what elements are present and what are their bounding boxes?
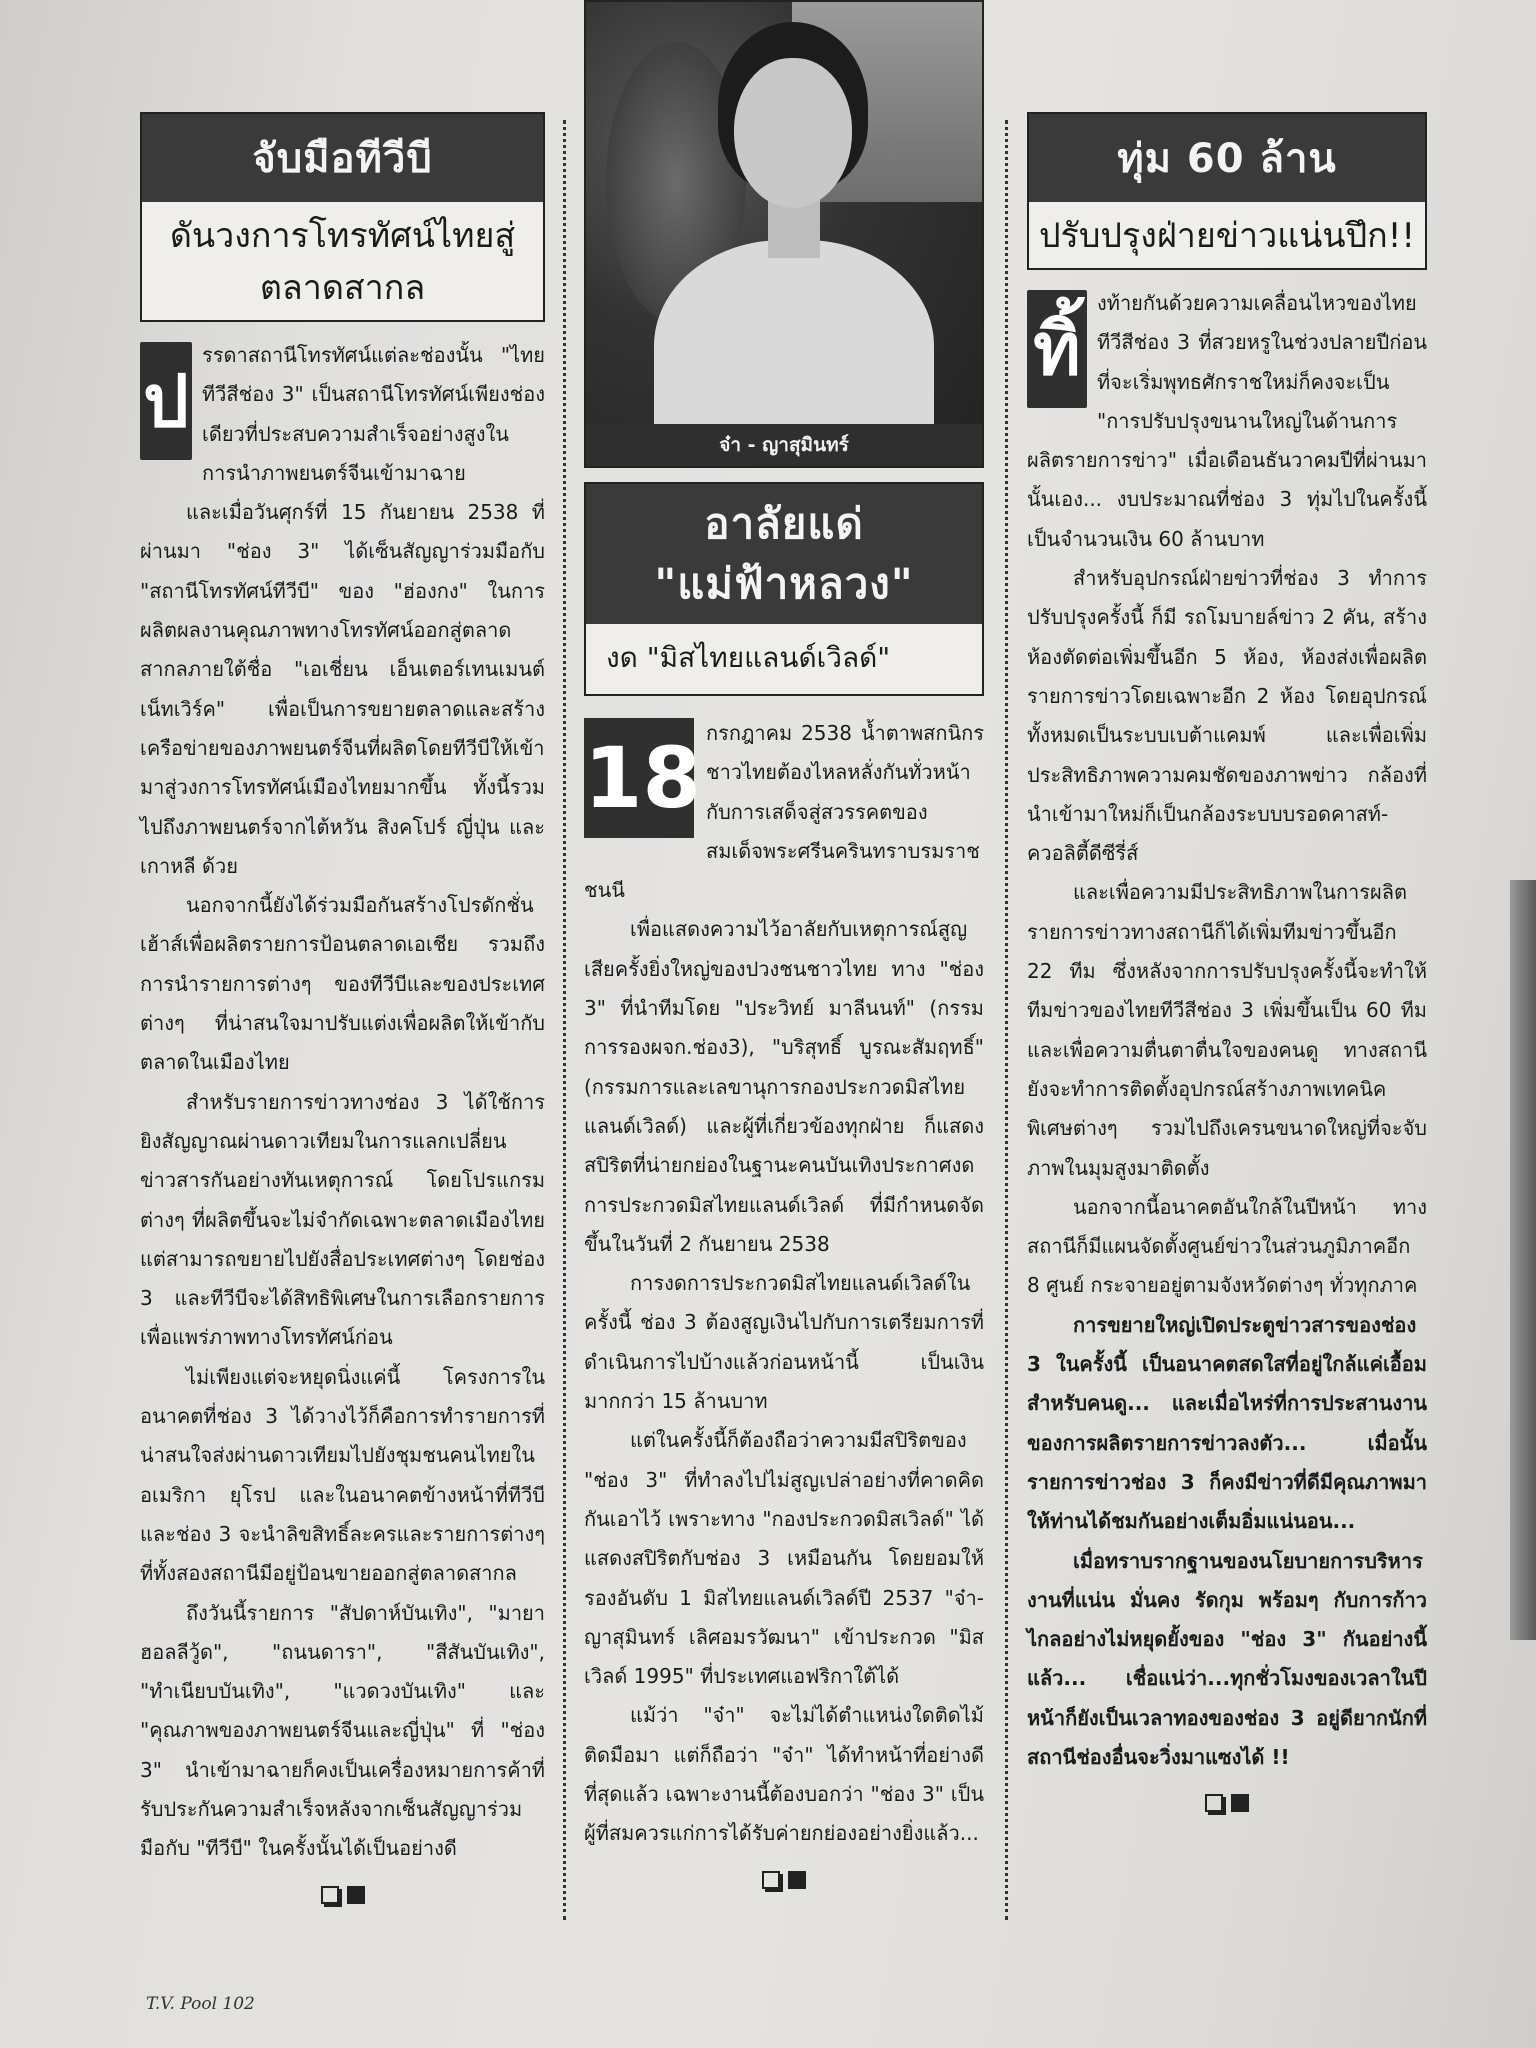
end-mark-icon bbox=[140, 1885, 545, 1910]
article-title: ทุ่ม 60 ล้าน bbox=[1029, 114, 1425, 202]
article-header bbox=[584, 482, 984, 696]
paragraph: แม้ว่า "จ๋า" จะไม่ได้ตำแหน่งใดติดไม้ติดมือมา แต่ก็ถือว่า "จ๋า" ได้ทำหน้าที่อย่างดีที่สุดแล้ว เฉพาะงานนี้ต้องบอกว่า "ช่อง 3" เป็นผู้ที่สมควรแก่การได้รับค่ายกย่องอย่างยิ่งแล้ว... bbox=[584, 1703, 984, 1846]
paragraph: และเพื่อความมีประสิทธิภาพในการผลิตรายการข่าวทางสถานีก็ได้เพิ่มทีมข่าวขึ้นอีก 22 ทีม ซึ่งหลังจากการปรับปรุงครั้งนี้จะทำให้ทีมข่าวของไทยทีวีสีช่อง 3 เพิ่มขึ้นเป็น 60 ทีม และเพื่อความตื่นตาตื่นใจของคนดู ทางสถานียังจะทำการติดตั้งอุปกรณ์สร้างภาพเทคนิคพิเศษต่างๆ รวมไปถึงเครนขนาดใหญ่ที่จะจับภาพในมุมสูงมาติดตั้ง bbox=[1027, 880, 1427, 1180]
drop-cap: ทิ้ bbox=[1027, 290, 1087, 408]
paragraph: และเมื่อวันศุกร์ที่ 15 กันยายน 2538 ที่ผ่านมา "ช่อง 3" ได้เซ็นสัญญาร่วมมือกับ "สถานีโทรทัศน์ทีวีบี" ของ "ฮ่องกง" ในการผลิตผลงานคุณภาพทางโทรทัศน์ออกสู่ตลาดสากลภายใต้ชื่อ "เอเชี่ยน เอ็นเตอร์เทนเมนต์ เน็ทเวิร์ค" เพื่อเป็นการขยายตลาดและสร้างเครือข่ายของภาพยนตร์จีนที่ผลิตโดยทีวีบีให้เข้ามาสู่วงการโทรทัศน์เมืองไทยมากขึ้น ทั้งนี้รวมไปถึงภาพยนตร์จากไต้หวัน สิงคโปร์ ญี่ปุ่น และ เกาหลี ด้วย bbox=[140, 500, 545, 878]
article-tvb bbox=[140, 112, 545, 1910]
article-body bbox=[140, 336, 545, 1869]
paragraph: ถึงวันนี้รายการ "สัปดาห์บันเทิง", "มายาฮอลลีวู้ด", "ถนนดารา", "สีสันบันเทิง", "ทำเนียบบันเทิง", "แวดวงบันเทิง" และ "คุณภาพของภาพยนตร์จีนและญี่ปุ่น" ที่ "ช่อง 3" นำเข้ามาฉายก็คงเป็นเครื่องหมายการค้าที่รับประกันความสำเร็จหลังจากเซ็นสัญญาร่วมมือกับ "ทีวีบี" ในครั้งนั้นได้เป็นอย่างดี bbox=[140, 1600, 545, 1861]
paragraph: เพื่อแสดงความไว้อาลัยกับเหตุการณ์สูญเสียครั้งยิ่งใหญ่ของปวงชนชาวไทย ทาง "ช่อง 3" ที่นำทีมโดย "ประวิทย์ มาลีนนท์" (กรรมการรองผจก.ช่อง3), "บริสุทธิ์ บูรณะสัมฤทธิ์" (กรรมการและเลขานุการกองประกวดมิสไทยแลนด์เวิลด์) และผู้ที่เกี่ยวข้องทุกฝ่าย ก็แสดงสปิริตที่น่ายกย่องในฐานะคนบันเทิงประกาศงดการประกวดมิสไทยแลนด์เวิลด์ ที่มีกำหนดจัดขึ้นในวันที่ 2 กันยายน 2538 bbox=[584, 917, 984, 1256]
article-subtitle: งด "มิสไทยแลนด์เวิลด์" bbox=[606, 641, 891, 674]
drop-cap: ป bbox=[140, 342, 192, 460]
column-divider bbox=[563, 120, 566, 1920]
article-body bbox=[1027, 284, 1427, 1777]
end-mark-icon bbox=[584, 1870, 984, 1895]
paragraph: นอกจากนี้อนาคตอันใกล้ในปีหน้า ทางสถานีก็มีแผนจัดตั้งศูนย์ข่าวในส่วนภูมิภาคอีก 8 ศูนย์ กระจายอยู่ตามจังหวัดต่างๆ ทั่วทุกภาค bbox=[1027, 1194, 1427, 1298]
article-body bbox=[584, 714, 984, 1854]
article-subtitle: ปรับปรุงฝ่ายข่าวแน่นปึก!! bbox=[1038, 216, 1416, 256]
article-header bbox=[1027, 112, 1427, 270]
paragraph: ไม่เพียงแต่จะหยุดนิ่งแค่นี้ โครงการในอนาคตที่ช่อง 3 ได้วางไว้ก็คือการทำรายการที่น่าสนใจส่งผ่านดาวเทียมไปยังชุมชนคนไทยในอเมริกา ยุโรป และในอนาคตข้างหน้าที่ทีวีบีและช่อง 3 จะนำลิขสิทธิ์ละครและรายการต่างๆ ที่ทั้งสองสถานีมีอยู่ป้อนขายออกสู่ตลาดสากล bbox=[140, 1364, 545, 1586]
article-subtitle: ดันวงการโทรทัศน์ไทยสู่ตลาดสากล bbox=[169, 216, 516, 308]
photo-caption: จ๋า - ญาสุมินทร์ bbox=[586, 424, 982, 466]
paragraph: นอกจากนี้ยังได้ร่วมมือกันสร้างโปรดักชั่นเฮ้าส์เพื่อผลิตรายการป้อนตลาดเอเชีย รวมถึงการนำรายการต่างๆ ของทีวีบีและของประเทศต่างๆ ที่น่าสนใจมาปรับแต่งเพื่อผลิตให้เข้ากับตลาดในเมืองไทย bbox=[140, 893, 545, 1075]
page-footer: T.V. Pool 102 bbox=[146, 1994, 255, 2014]
paragraph: สำหรับรายการข่าวทางช่อง 3 ได้ใช้การยิงสัญญาณผ่านดาวเทียมในการแลกเปลี่ยนข่าวสารกันอย่างทันเหตุการณ์ โดยโปรแกรมต่างๆ ที่ผลิตขึ้นจะไม่จำกัดเฉพาะตลาดเมืองไทย แต่สามารถขยายไปยังสื่อประเทศต่างๆ โดยช่อง 3 และทีวีบีจะได้สิทธิพิเศษในการเลือกรายการเพื่อแพร่ภาพทางโทรทัศน์ก่อน bbox=[140, 1089, 545, 1350]
portrait-photo bbox=[584, 0, 984, 468]
article-miss-thailand bbox=[584, 0, 984, 1895]
column-divider bbox=[1005, 120, 1008, 1920]
drop-cap: 18 bbox=[584, 718, 694, 838]
paragraph: กรกฎาคม 2538 น้ำตาพสกนิกรชาวไทยต้องไหลหลั่งกันทั่วหน้ากับการเสด็จสู่สวรรคตของสมเด็จพระศรีนครินทราบรมราชชนนี bbox=[584, 721, 984, 903]
paragraph: งท้ายกันด้วยความเคลื่อนไหวของไทยทีวีสีช่อง 3 ที่สวยหรูในช่วงปลายปีก่อนที่จะเริ่มพุทธศักราชใหม่ก็คงจะเป็น "การปรับปรุงขนานใหญ่ในด้านการผลิตรายการข่าว" เมื่อเดือนธันวาคมปีที่ผ่านมานั้นเอง... งบประมาณที่ช่อง 3 ทุ่มไปในครั้งนี้เป็นจำนวนเงิน 60 ล้านบาท bbox=[1027, 291, 1427, 551]
paragraph: แต่ในครั้งนี้ก็ต้องถือว่าความมีสปิริตของ "ช่อง 3" ที่ทำลงไปไม่สูญเปล่าอย่างที่คาดคิดกันเอาไว้ เพราะทาง "กองประกวดมิสเวิลด์" ได้แสดงสปิริตกับช่อง 3 เหมือนกัน โดยยอมให้รองอันดับ 1 มิสไทยแลนด์เวิลด์ปี 2537 "จ๋า-ญาสุมินทร์ เลิศอมรวัฒนา" เข้าประกวด "มิสเวิลด์ 1995" ที่ประเทศแอฟริกาใต้ได้ bbox=[584, 1428, 984, 1689]
paragraph: สำหรับอุปกรณ์ฝ่ายข่าวที่ช่อง 3 ทำการปรับปรุงครั้งนี้ ก็มี รถโมบายล์ข่าว 2 คัน, สร้างห้องตัดต่อเพิ่มขึ้นอีก 5 ห้อง, ห้องส่งเพื่อผลิตรายการข่าวโดยเฉพาะอีก 2 ห้อง โดยอุปกรณ์ทั้งหมดเป็นระบบเบต้าแคมพ์ และเพื่อเพิ่มประสิทธิภาพความคมชัดของภาพข่าว กล้องที่นำเข้ามาใหม่ก็เป็นกล้องระบบบรอดคาสท์-ควอลิตี้ดีซีรี่ส์ bbox=[1027, 566, 1427, 866]
article-title: จับมือทีวีบี bbox=[142, 114, 543, 202]
article-header bbox=[140, 112, 545, 322]
paragraph: การขยายใหญ่เปิดประตูข่าวสารของช่อง 3 ในครั้งนี้ เป็นอนาคตสดใสที่อยู่ใกล้แค่เอื้อมสำหรับคนดู... และเมื่อไหร่ที่การประสานงานของการผลิตรายการข่าวลงตัว... เมื่อนั้นรายการข่าวช่อง 3 ก็คงมีข่าวที่ดีมีคุณภาพมาให้ท่านได้ชมกันอย่างเต็มอิ่มแน่นอน... bbox=[1027, 1312, 1427, 1534]
end-mark-icon bbox=[1027, 1793, 1427, 1818]
article-title: อาลัยแด่ "แม่ฟ้าหลวง" bbox=[586, 484, 982, 624]
paragraph: รรดาสถานีโทรทัศน์แต่ละช่องนั้น "ไทยทีวีสีช่อง 3" เป็นสถานีโทรทัศน์เพียงช่องเดียวที่ประสบความสำเร็จอย่างสูงในการนำภาพยนตร์จีนเข้ามาฉาย bbox=[202, 343, 545, 485]
paragraph: เมื่อทราบรากฐานของนโยบายการบริหารงานที่แน่น มั่นคง รัดกุม พร้อมๆ กับการก้าวไกลอย่างไม่หยุดยั้งของ "ช่อง 3" กันอย่างนี้แล้ว... เชื่อแน่ว่า...ทุกชั่วโมงของเวลาในปีหน้าก็ยังเป็นเวลาทองของช่อง 3 อยู่ดียากนักที่สถานีช่องอื่นจะวิ่งมาแซงได้ !! bbox=[1027, 1548, 1427, 1769]
article-news-department bbox=[1027, 112, 1427, 1818]
adjacent-page-edge bbox=[1510, 880, 1536, 1640]
paragraph: การงดการประกวดมิสไทยแลนด์เวิลด์ในครั้งนี้ ช่อง 3 ต้องสูญเงินไปกับการเตรียมการที่ดำเนินการไปบ้างแล้วก่อนหน้านี้ เป็นเงินมากกว่า 15 ล้านบาท bbox=[584, 1271, 984, 1414]
